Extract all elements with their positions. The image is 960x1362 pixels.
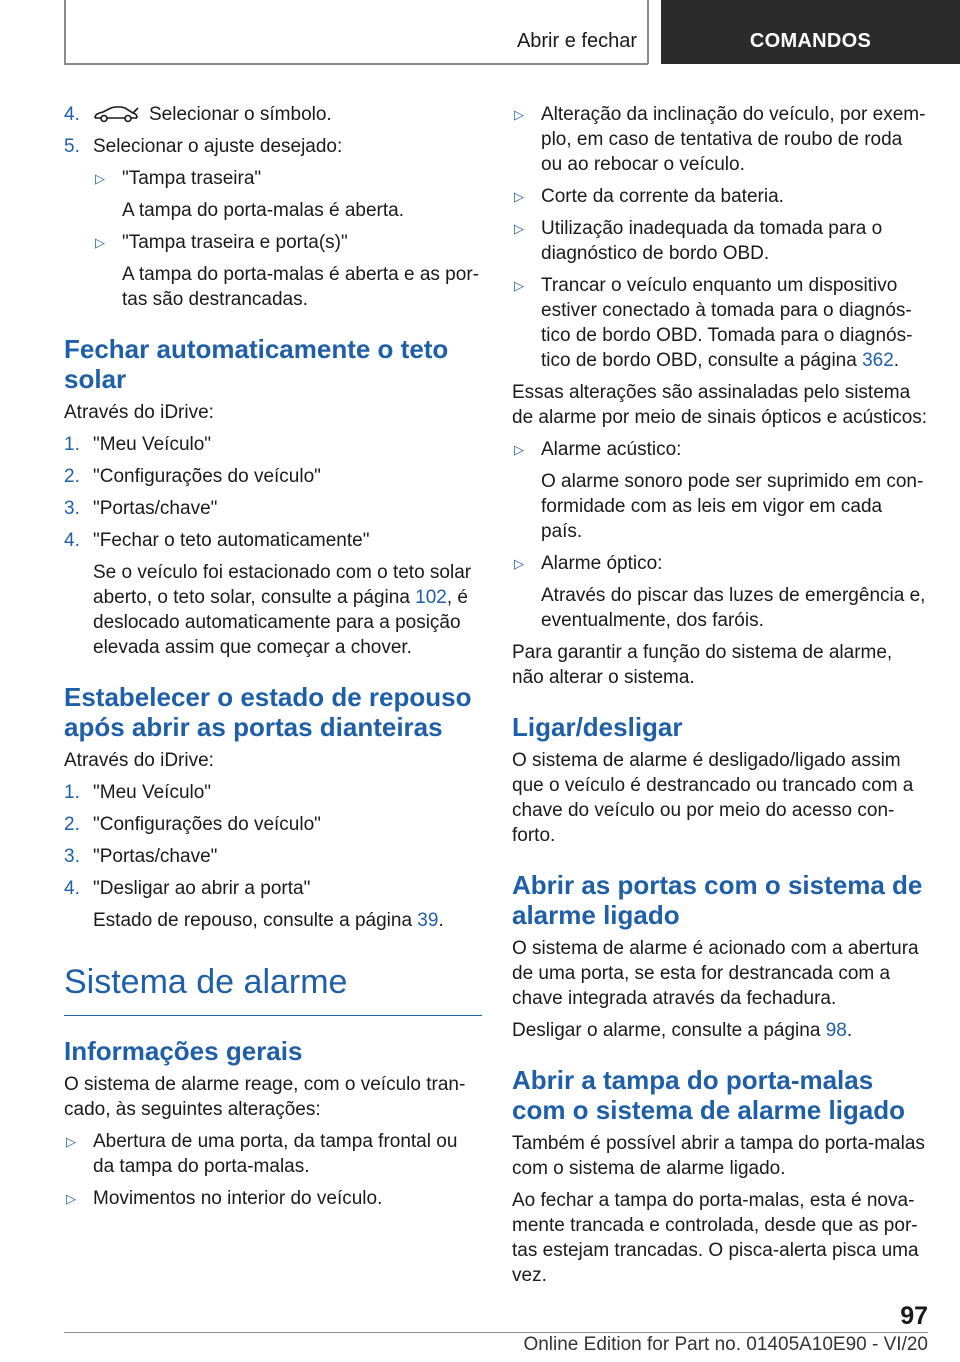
page-link-39[interactable]: 39 — [417, 910, 439, 931]
page-link-98[interactable]: 98 — [825, 1020, 847, 1041]
list-item: ▷ Trancar o veículo enquanto um dispositivo estiver conectado à tomada para o diagnóstico de bordo OBD. Tomada para o diagnóstico de bordo OBD, consulte a página 362. — [514, 275, 913, 371]
heading-abrir-portas: Abrir as portas com o sistema de alarme ligado — [512, 870, 923, 930]
step-text: Selecionar o símbolo. — [149, 104, 332, 125]
section-title: Abrir e fechar — [516, 30, 637, 52]
list-item: ▷ Alarme acústico: — [514, 439, 682, 460]
triangle-bullet-icon: ▷ — [514, 442, 524, 457]
header-left-rule — [64, 0, 66, 64]
option-title: "Tampa traseira e porta(s)" — [122, 232, 348, 253]
options-list — [64, 166, 482, 312]
repouso-note: Estado de repouso, consulte a página 39. — [93, 910, 444, 931]
chapter-tab — [661, 0, 960, 64]
triangle-bullet-icon: ▷ — [514, 107, 524, 122]
step-text: Selecionar o ajuste desejado: — [93, 136, 343, 157]
option-tampa-traseira — [93, 166, 482, 191]
info-text: O sistema de alarme reage, com o veículo trancado, às seguintes alterações: — [64, 1074, 466, 1120]
page-link-362[interactable]: 362 — [862, 350, 894, 371]
heading-abrir-tampa: Abrir a tampa do porta-malas com o sistema de alarme ligado — [512, 1065, 906, 1125]
list-item: 1. "Meu Veículo" — [64, 434, 212, 455]
list-item: 1. "Meu Veículo" — [64, 782, 212, 803]
step-4 — [64, 102, 482, 127]
heading-ligar-desligar: Ligar/desligar — [512, 712, 683, 742]
header-bottom-rule — [64, 63, 648, 65]
triangle-bullet-icon: ▷ — [95, 235, 105, 250]
list-item: 4. "Desligar ao abrir a porta" — [64, 878, 311, 899]
triangle-bullet-icon: ▷ — [514, 556, 524, 571]
list-item: 4. "Fechar o teto automaticamente" — [64, 530, 370, 551]
edition-note: Online Edition for Part no. 01405A10E90 - VI/20 — [523, 1334, 928, 1355]
alarm-acoustic-desc: O alarme sonoro pode ser suprimido em conformidade com as leis em vigor em cada país. — [541, 471, 924, 542]
list-item: ▷ Alarme óptico: — [514, 553, 663, 574]
ligar-text: O sistema de alarme é desligado/ligado assim que o veículo é destrancado ou trancado com a chave do veículo ou por meio do acesso conforto. — [512, 750, 914, 846]
list-item: ▷ Utilização inadequada da tomada para o diagnóstico de bordo OBD. — [514, 218, 883, 264]
heading-sistema-alarme: Sistema de alarme — [64, 963, 482, 1016]
heading-informacoes-gerais: Informações gerais — [64, 1036, 303, 1066]
footer-rule — [64, 1332, 928, 1333]
heading-fechar-teto: Fechar automaticamente o teto solar — [64, 334, 449, 394]
page-number: 97 — [900, 1302, 928, 1330]
option-description: A tampa do porta-malas é aberta. — [122, 200, 404, 221]
triangle-bullet-icon: ▷ — [514, 278, 524, 293]
fechar-steps — [64, 432, 482, 553]
page-link-102[interactable]: 102 — [415, 587, 447, 608]
triangle-bullet-icon: ▷ — [66, 1191, 76, 1206]
car-tailgate-icon — [93, 105, 139, 123]
abrir-portas-text: O sistema de alarme é acionado com a abertura de uma porta, se esta for destrancada com a chave integrada através da fechadura. — [512, 938, 919, 1009]
tampa-text-1: Também é possível abrir a tampa do porta-malas com o sistema de alarme ligado. — [512, 1133, 925, 1179]
left-column — [64, 102, 482, 1218]
alarm-signals-text: Essas alterações são assinaladas pelo sistema de alarme por meio de sinais ópticos e acústicos: — [512, 382, 928, 428]
step-5 — [64, 134, 482, 159]
triangle-bullet-icon: ▷ — [514, 221, 524, 236]
fechar-intro: Através do iDrive: — [64, 402, 214, 423]
right-column — [512, 102, 928, 1295]
option-description: A tampa do porta-malas é aberta e as portas são destrancadas. — [122, 264, 479, 310]
header-divider — [647, 0, 649, 64]
option-tampa-porta — [93, 230, 482, 255]
desligar-text: Desligar o alarme, consulte a página 98. — [512, 1020, 853, 1041]
step-number: 5. — [64, 136, 80, 157]
triangle-bullet-icon: ▷ — [95, 171, 105, 186]
step-number: 4. — [64, 104, 80, 125]
alarm-optical-desc: Através do piscar das luzes de emergência e, eventualmente, dos faróis. — [541, 585, 926, 631]
triangle-bullet-icon: ▷ — [514, 189, 524, 204]
list-item: ▷ Movimentos no interior do veículo. — [66, 1188, 383, 1209]
list-item: ▷ Alteração da inclinação do veículo, por exemplo, em caso de tentativa de roubo de roda ou ao rebocar o veículo. — [514, 104, 926, 175]
alarm-guarantee-text: Para garantir a função do sistema de alarme, não alterar o sistema. — [512, 642, 893, 688]
option-title: "Tampa traseira" — [122, 168, 262, 189]
list-item: 3. "Portas/chave" — [64, 846, 218, 867]
repouso-steps — [64, 780, 482, 901]
triangle-bullet-icon: ▷ — [66, 1134, 76, 1149]
chapter-label: COMANDOS — [749, 30, 872, 52]
repouso-intro: Através do iDrive: — [64, 750, 214, 771]
list-item: 2. "Configurações do veículo" — [64, 466, 321, 487]
tampa-text-2: Ao fechar a tampa do porta-malas, esta é novamente trancada e controlada, desde que as portas estejam trancadas. O pisca-alerta pisca uma vez. — [512, 1190, 919, 1286]
list-item: ▷ Abertura de uma porta, da tampa frontal ou da tampa do porta-malas. — [66, 1131, 458, 1177]
list-item: ▷ Corte da corrente da bateria. — [514, 186, 784, 207]
list-item: 2. "Configurações do veículo" — [64, 814, 321, 835]
fechar-note: Se o veículo foi estacionado com o teto solar aberto, o teto solar, consulte a página 102, é deslocado automaticamente para a posição elevada assim que começar a chover. — [93, 562, 472, 658]
list-item: 3. "Portas/chave" — [64, 498, 218, 519]
heading-estado-repouso: Estabelecer o estado de repouso após abrir as portas dianteiras — [64, 682, 472, 742]
